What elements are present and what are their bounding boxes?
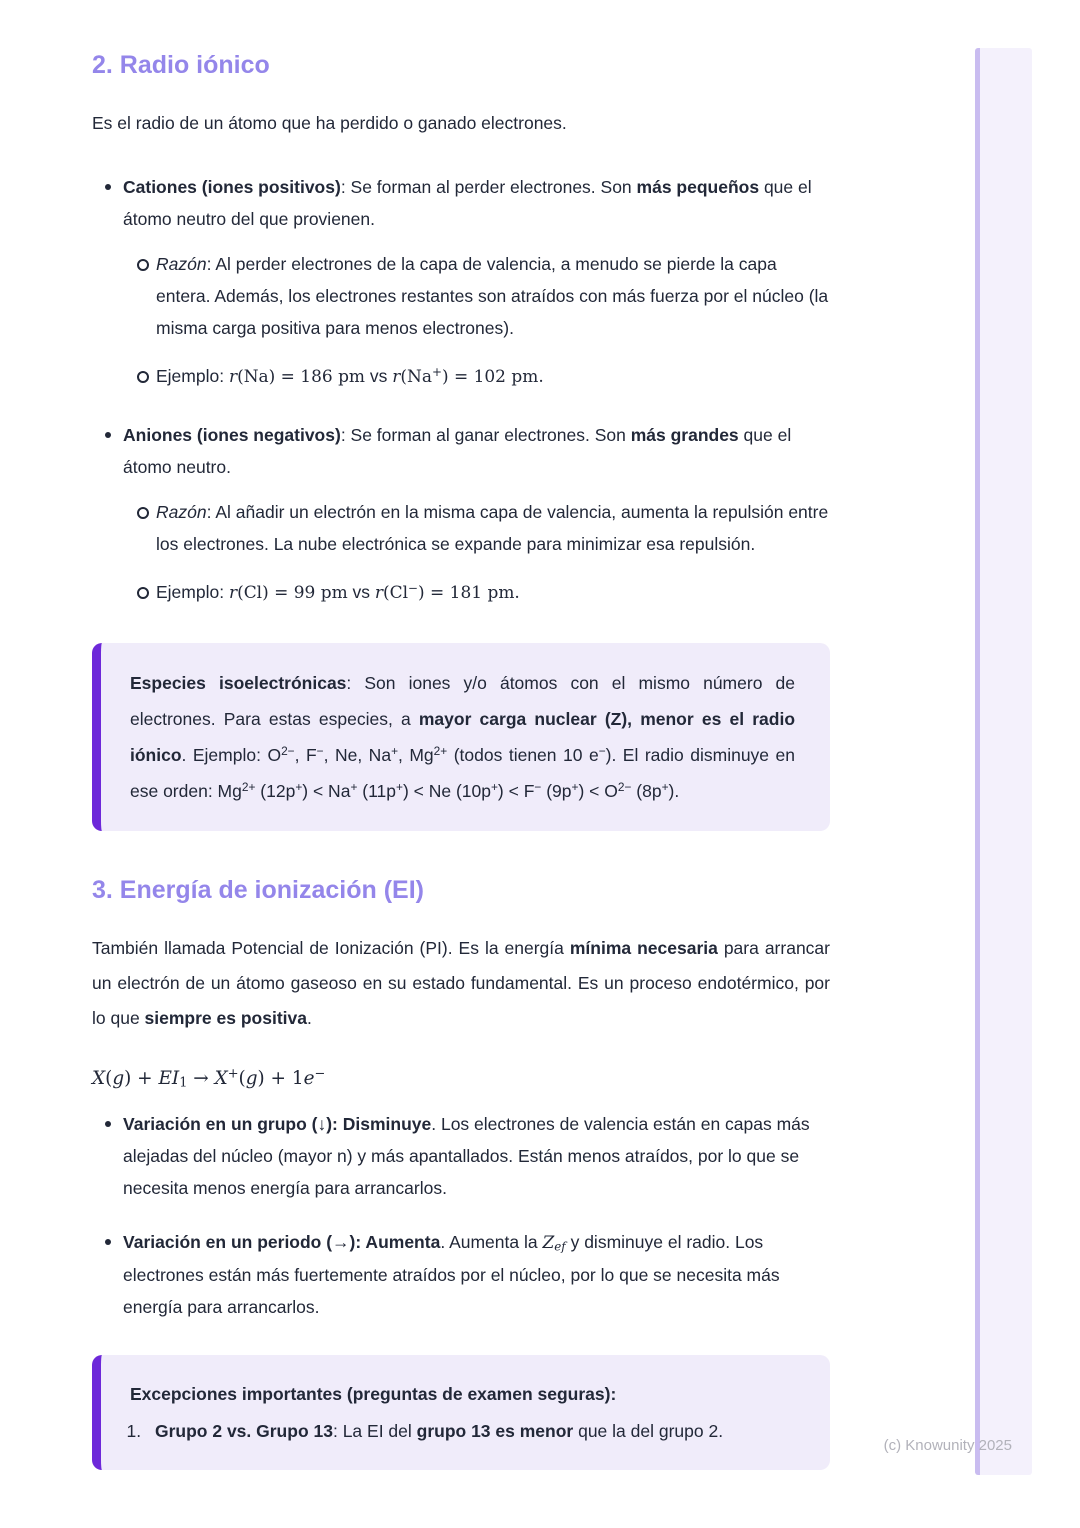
section-2-heading: 2. Radio iónico bbox=[92, 51, 270, 79]
cations-sublist bbox=[123, 248, 830, 393]
cations-text: Cationes (iones positivos): Se forman al perder electrones. Son más pequeños que el átomo neutro del que provienen. bbox=[123, 177, 812, 229]
isoelectronic-callout bbox=[92, 643, 830, 831]
exception-item-1 bbox=[146, 1415, 795, 1448]
exceptions-list bbox=[130, 1415, 795, 1448]
exceptions-callout-title: Excepciones importantes (preguntas de examen seguras): bbox=[130, 1384, 617, 1404]
cations-reason bbox=[137, 248, 830, 344]
variation-group-text: Variación en un grupo (↓): Disminuye. Los electrones de valencia están en capas más alejadas del núcleo (mayor n) y más apantallados. Están menos atraídos, por lo que se necesita menos energía para arrancarlos. bbox=[123, 1114, 810, 1198]
list-item-cations bbox=[105, 171, 830, 393]
variation-period-item bbox=[105, 1226, 830, 1323]
variation-group-item bbox=[105, 1108, 830, 1204]
exceptions-callout bbox=[92, 1355, 830, 1470]
anions-sublist bbox=[123, 496, 830, 609]
isoelectronic-callout-text: Especies isoelectrónicas: Son iones y/o átomos con el mismo número de electrones. Para estas especies, a mayor carga nuclear (Z), menor es el radio iónico. Ejemplo: $O^{2-}$, F−, Ne, Na+, $Mg^{2+}$ (todos tienen 10 e−). El radio disminuye en ese orden: $Mg^{2+}$ (12p+) < Na+ (11p+) < Ne (10p+) < F− $(9p^+) < O^{2-}$ (8p+). bbox=[130, 673, 796, 801]
ionization-formula: $X(g) + EI_1 \to X^+(g) + 1e^-$ bbox=[92, 1066, 326, 1091]
anions-text: Aniones (iones negativos): Se forman al ganar electrones. Son más grandes que el átomo neutro. bbox=[123, 425, 792, 477]
list-item-anions bbox=[105, 419, 830, 609]
exception-item-1-text: Grupo 2 vs. Grupo 13: La EI del grupo 13 es menor que la del grupo 2. bbox=[155, 1421, 724, 1441]
variation-period-text: Variación en un periodo (→): Aumenta. Aumenta la Zef y disminuye el radio. Los electrones están más fuertemente atraídos por el núcleo, por lo que se necesita más energía para arrancarlos. bbox=[123, 1232, 780, 1317]
variation-list bbox=[92, 1108, 830, 1323]
anions-example-text: Ejemplo: r(Cl) = 99 pm vs r(Cl−) = 181 pm. bbox=[156, 581, 520, 603]
anions-example bbox=[137, 576, 830, 609]
section-3-intro: También llamada Potencial de Ionización (PI). Es la energía mínima necesaria para arrancar un electrón de un átomo gaseoso en su estado fundamental. Es un proceso endotérmico, por lo que siempre es positiva. bbox=[92, 938, 830, 1028]
anions-reason bbox=[137, 496, 830, 560]
section-2-intro: Es el radio de un átomo que ha perdido o ganado electrones. bbox=[92, 113, 567, 133]
anions-reason-text: Razón: Al añadir un electrón en la misma capa de valencia, aumenta la repulsión entre los electrones. La nube electrónica se expande para minimizar esa repulsión. bbox=[156, 502, 829, 554]
cations-example bbox=[137, 360, 830, 393]
ions-list bbox=[92, 171, 830, 609]
cations-example-text: Ejemplo: r(Na) = 186 pm vs r(Na+) = 102 pm. bbox=[156, 365, 544, 387]
section-3-heading: 3. Energía de ionización (EI) bbox=[92, 876, 425, 904]
watermark-copyright: (c) Knowunity 2025 bbox=[883, 1437, 1012, 1454]
cations-reason-text: Razón: Al perder electrones de la capa de valencia, a menudo se pierde la capa entera. Además, los electrones restantes son atraídos con más fuerza por el núcleo (la misma carga positiva para menos electrones). bbox=[156, 254, 829, 338]
